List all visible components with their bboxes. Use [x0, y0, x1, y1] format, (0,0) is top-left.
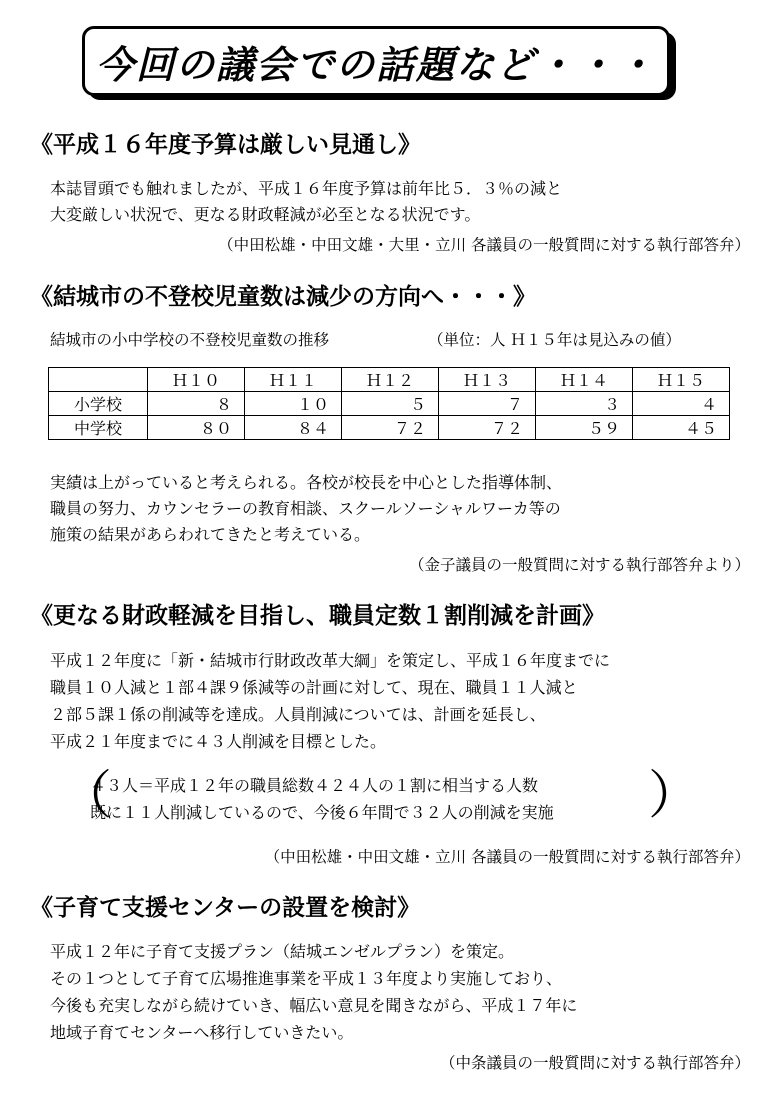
table-cell: ８４ — [245, 416, 342, 440]
note-line-1: ４３人＝平成１２年の職員総数４２４人の１割に相当する人数 — [90, 776, 539, 795]
childcare-line-4: 地域子育てセンターへ移行していきたい。 — [50, 1023, 354, 1042]
row-label: 小学校 — [49, 392, 148, 416]
childcare-line-1: 平成１２年に子育て支援プラン（結城エンゼルプラン）を策定。 — [50, 942, 515, 961]
table-cell: ７ — [439, 392, 536, 416]
table-header-cell: Ｈ１２ — [342, 368, 439, 392]
table-row — [49, 392, 730, 416]
table-header-cell: Ｈ１５ — [633, 368, 730, 392]
staff-line-2: 職員１０人減と１部４課９係減等の計画に対して、現在、職員１１人減と — [50, 678, 578, 697]
truancy-source: （金子議員の一般質問に対する執行部答弁より） — [408, 556, 750, 574]
staff-line-1: 平成１２年度に「新・結城市行財政改革大綱」を策定し、平成１６年度までに — [50, 651, 611, 670]
table-header-cell: Ｈ１３ — [439, 368, 536, 392]
childcare-line-2: その１つとして子育て広場推進事業を平成１３年度より実施しており、 — [50, 969, 563, 988]
table-cell: ８０ — [148, 416, 245, 440]
staff-line-4: 平成２１年度までに４３人削減を目標とした。 — [50, 732, 387, 751]
table-header-cell: Ｈ１０ — [148, 368, 245, 392]
table-header-cell — [49, 368, 148, 392]
table-header-row — [49, 368, 730, 392]
table-row — [49, 416, 730, 440]
table-cell: ３ — [536, 392, 633, 416]
truancy-table — [48, 367, 730, 440]
section-heading-staff-reduction: 《更なる財政軽減を目指し、職員定数１割削減を計画》 — [30, 603, 605, 629]
table-cell: ８ — [148, 392, 245, 416]
table-cell: ４ — [633, 392, 730, 416]
budget-line-1: 本誌冒頭でも触れましたが、平成１６年度予算は前年比５．３％の減と — [50, 179, 563, 198]
truancy-line-2: 職員の努力、カウンセラーの教育相談、スクールソーシャルワーカ等の — [50, 499, 561, 518]
staff-note — [60, 766, 700, 830]
row-label: 中学校 — [49, 416, 148, 440]
section-heading-budget: 《平成１６年度予算は厳しい見通し》 — [30, 132, 421, 158]
table-cell: １０ — [245, 392, 342, 416]
table-header-cell: Ｈ１１ — [245, 368, 342, 392]
table-unit-note: （単位：人 Ｈ１５年は見込みの値） — [428, 331, 681, 349]
table-cell: ７２ — [439, 416, 536, 440]
staff-source: （中田松雄・中田文雄・立川 各議員の一般質問に対する執行部答弁） — [264, 848, 750, 866]
budget-line-2: 大変厳しい状況で、更なる財政軽減が必至となる状況です。 — [50, 205, 481, 224]
note-line-2: 既に１１人削減しているので、今後６年間で３２人の削減を実施 — [90, 803, 554, 822]
table-cell: ５ — [342, 392, 439, 416]
section-heading-childcare: 《子育て支援センターの設置を検討》 — [30, 895, 421, 921]
staff-line-3: ２部５課１係の削減等を達成。人員削減については、計画を延長し、 — [50, 705, 546, 724]
childcare-line-3: 今後も充実しながら続けていき、幅広い意見を聞きながら、平成１７年に — [50, 996, 578, 1015]
truancy-line-3: 施策の結果があらわれてきたと考えている。 — [50, 525, 371, 544]
note-close-paren: ） — [647, 766, 700, 826]
table-cell: ４５ — [633, 416, 730, 440]
truancy-line-1: 実績は上がっていると考えられる。各校が校長を中心とした指導体制、 — [50, 473, 563, 492]
note-open-paren: （ — [60, 766, 113, 826]
table-cell: ７２ — [342, 416, 439, 440]
table-header-cell: Ｈ１４ — [536, 368, 633, 392]
table-caption: 結城市の小中学校の不登校児童数の推移 — [50, 331, 330, 349]
section-heading-truancy: 《結城市の不登校児童数は減少の方向へ・・・》 — [30, 284, 536, 310]
note-lines — [90, 772, 554, 826]
title-banner — [82, 26, 678, 102]
childcare-source: （中条議員の一般質問に対する執行部答弁） — [439, 1054, 750, 1072]
budget-source: （中田松雄・中田文雄・大里・立川 各議員の一般質問に対する執行部答弁） — [218, 236, 750, 254]
title-box — [82, 26, 670, 96]
page-title: 今回の議会での話題など・・・ — [95, 42, 656, 87]
table-cell: ５９ — [536, 416, 633, 440]
